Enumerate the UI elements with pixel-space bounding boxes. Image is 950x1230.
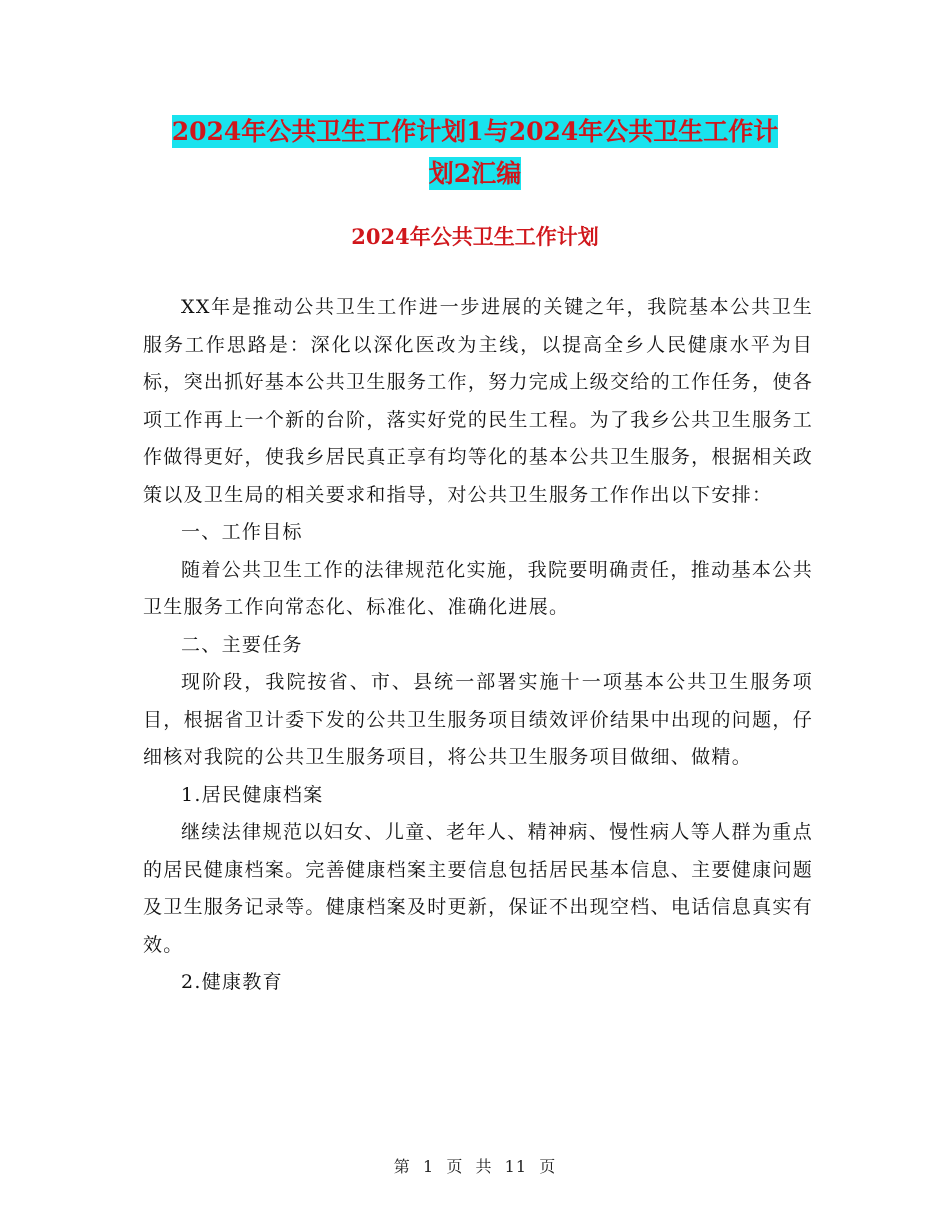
page-number: 第 1 页 共 11 页 <box>393 1157 557 1176</box>
paragraph-health-records: 继续法律规范以妇女、儿童、老年人、精神病、慢性病人等人群为重点的居民健康档案。完善健康档案主要信息包括居民基本信息、主要健康问题及卫生服务记录等。健康档案及时更新，保证不出现空档、电话信息真实有效。 <box>143 821 813 956</box>
heading-health-records: 1.居民健康档案 <box>181 783 324 806</box>
paragraph-intro: XX年是推动公共卫生工作进一步进展的关键之年，我院基本公共卫生服务工作思路是：深化以深化医改为主线，以提高全乡人民健康水平为目标，突出抓好基本公共卫生服务工作，努力完成上级交给的工作任务，使各项工作再上一个新的台阶，落实好党的民生工程。为了我乡公共卫生服务工作做得更好，使我乡居民真正享有均等化的基本公共卫生服务，根据相关政策以及卫生局的相关要求和指导，对公共卫生服务工作作出以下安排： <box>143 296 813 506</box>
document-title-line-1 <box>120 111 830 153</box>
document-title-line-2 <box>120 153 830 195</box>
section-title: 2024年公共卫生工作计划 <box>351 224 599 249</box>
heading-main-tasks: 二、主要任务 <box>181 633 303 656</box>
document-body <box>143 289 813 1002</box>
paragraph-main-tasks: 现阶段，我院按省、市、县统一部署实施十一项基本公共卫生服务项目，根据省卫计委下发的公共卫生服务项目绩效评价结果中出现的问题，仔细核对我院的公共卫生服务项目，将公共卫生服务项目做细、做精。 <box>143 671 813 768</box>
title-highlight: 划2汇编 <box>428 159 522 188</box>
paragraph-work-goals: 随着公共卫生工作的法律规范化实施，我院要明确责任，推动基本公共卫生服务工作向常态化、标准化、准确化进展。 <box>143 558 813 618</box>
page-footer <box>0 1154 950 1177</box>
title-highlight: 2024年公共卫生工作计划1与2024年公共卫生工作计 <box>171 117 779 146</box>
heading-health-education: 2.健康教育 <box>181 971 283 993</box>
heading-work-goals: 一、工作目标 <box>181 521 303 543</box>
